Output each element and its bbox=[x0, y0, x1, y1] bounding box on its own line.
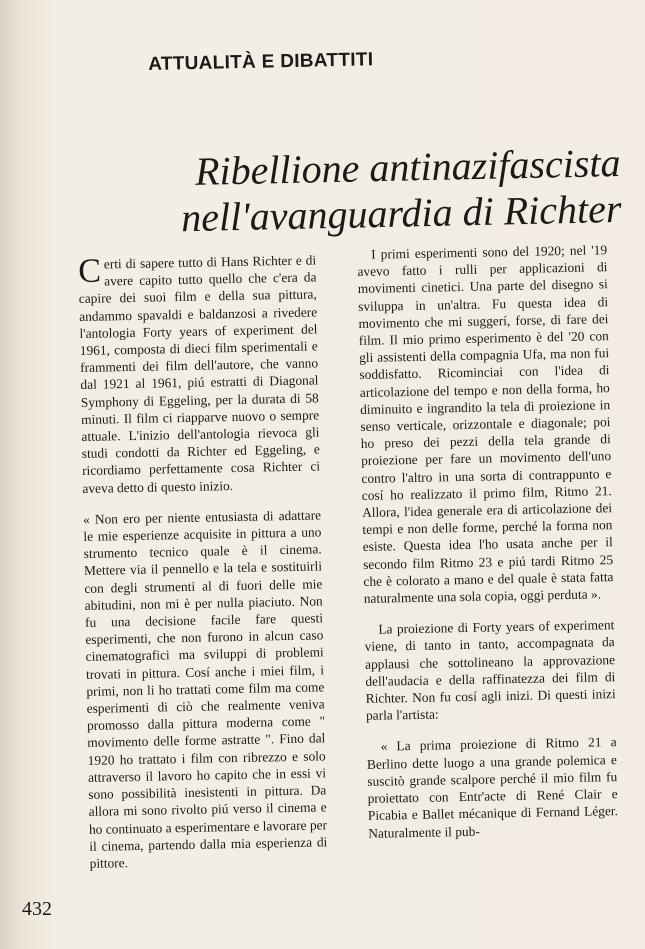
quote-paragraph-1-continued: I primi esperimenti sono del 1920; nel '19 avevo fatto i rulli per applicazioni di movimenti cinetici. Una parte del disegno si sviluppa in un'altra. Fu questa idea di movimento che mi suggerí, forse, di fare dei film. Il mio primo esperimento è del '20 con gli assistenti della compagnia Ufa, ma non fui soddisfatto. Ricominciai con l'idea di articolazione del tempo e non della forma, ho diminuito e ingrandito la tela di proiezione in senso verticale, orizzontale e diagonale; poi ho preso dei pezzi della tela grande di proiezione per fare un movimento dell'uno contro l'altro in una sorta di contrappunto e cosí ho realizzato il primo film, Ritmo 21. Allora, l'idea generale era di articolazione dei tempi e non delle forme, perché la forma non esiste. Questa idea l'ho usata anche per il secondo film Ritmo 23 e piú tardi Ritmo 25 che è colorato a mano e del quale è stata fatta naturalmente una sola copia, oggi perduta ». bbox=[357, 242, 614, 606]
quote-paragraph-2: « La prima proiezione di Ritmo 21 a Berlino dette luogo a una grande polemica e suscitò grande scalpore perché il mio film fu proiettato con Entr'acte di René Clair e Picabia e Ballet mécanique di Fernand Léger. Naturalmente il pub- bbox=[366, 734, 619, 841]
page-number: 432 bbox=[22, 898, 52, 920]
article-title-line-1: Ribellione antinazifascista bbox=[194, 140, 621, 194]
right-column bbox=[357, 241, 618, 841]
drop-cap: C bbox=[77, 252, 102, 290]
article-title-line-2: nell'avanguardia di Richter bbox=[180, 185, 622, 241]
intro-paragraph bbox=[78, 251, 321, 496]
commentary-paragraph: La proiezione di Forty years of experiment viene, di tanto in tanto, accompagnata da applausi che sottolineano la approvazione dell'audacia e della raffinatezza dei film di Richter. Non fu cosí agli inizi. Di questi inizi parla l'artista: bbox=[364, 617, 616, 724]
article-title bbox=[140, 140, 622, 242]
intro-text: erti di sapere tutto di Hans Richter e di avere capito tutto quello che c'era da capire dei suoi film e della sua pittura, andammo spavaldi e baldanzosi a rivedere l'antologia Forty years of experiment del 1961, composta di dieci film sperimentali e frammenti dei film dell'autore, che vanno dal 1921 al 1961, piú estratti di Diagonal Symphony di Eggeling, per la durata di 58 minuti. Il film ci riapparve nuovo o sempre attuale. L'inizio dell'antologia rievoca gli studi condotti da Richter ed Eggeling, e ricordiamo perfettamente cosa Richter ci aveva detto di questo inizio. bbox=[78, 252, 321, 496]
left-column bbox=[78, 251, 328, 872]
quote-paragraph-1: « Non ero per niente entusiasta di adattare le mie esperienze acquisite in pittura a uno strumento tecnico quale è il cinema. Mettere via il pennello e la tela e sostituirli con degli strumenti al di fuori delle mie abitudini, non mi è per nulla piaciuto. Non fu una decisione facile fare questi esperimenti, che non furono in alcun caso cinematografici ma sviluppi di problemi trovati in pittura. Cosí anche i miei film, i primi, non li ho trattati come film ma come esperimenti di ciò che realmente veniva promosso dalla pittura moderna come " movimento delle forme astratte ". Fino dal 1920 ho trattato i film con ribrezzo e solo attraverso il lavoro ho capito che in essi vi sono possibilità inesistenti in pittura. Da allora mi sono rivolto piú verso il cinema e ho continuato a esperimentare e lavorare per il cinema, partendo dalla mia esperienza di pittore. bbox=[82, 507, 328, 871]
section-label: ATTUALITÀ E DIBATTITI bbox=[148, 49, 374, 75]
